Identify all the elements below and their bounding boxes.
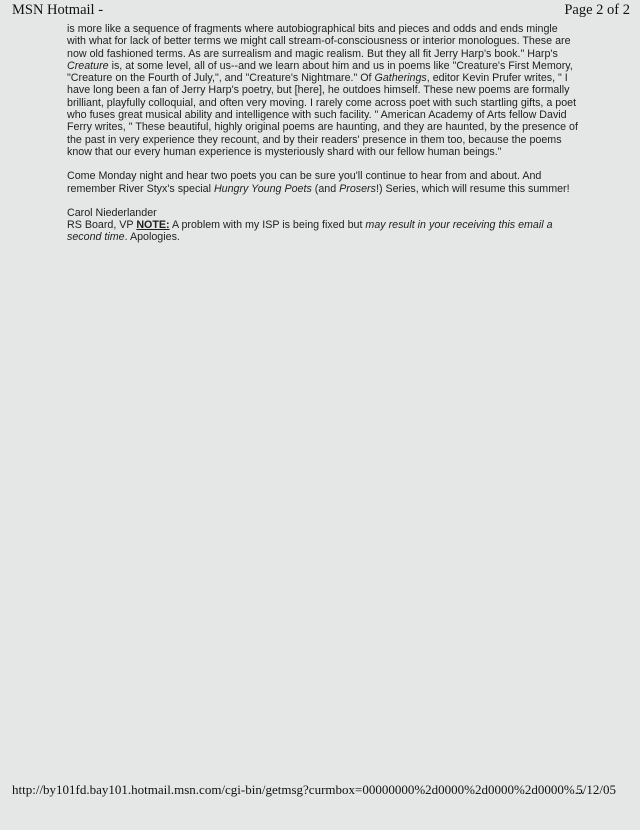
p1-text-c: is, at some level, all of us--and we learn about him and us in poems like "Creature's First Memory, "Creature on the Fourth of July,", and "Creature's Nightmare." Of [67,59,573,85]
footer-url: http://by101fd.bay101.hotmail.msn.com/cgi-bin/getmsg?curmbox=00000000%2d0000%2d0000%2d0000%... [12,782,585,797]
signature-name: Carol Niederlander [67,206,157,219]
header-title: MSN Hotmail - [12,2,104,18]
p2-prosers: Prosers [339,182,376,195]
note-text: A problem with my ISP is being fixed but [169,219,366,232]
body-paragraph-2 [67,170,579,195]
note-end: . Apologies. [124,231,180,244]
note-italic: may result in your receiving this email a second time [67,219,553,244]
p2-text-e: !) Series, which will resume this summer! [375,182,570,195]
email-body [67,23,579,244]
signature-role: RS Board, VP [67,219,134,232]
p1-text-e: , editor Kevin Prufer writes, " I have long been a fan of Jerry Harp's poetry, but [here], he outdoes himself. These new poems are formally brilliant, playfully colloquial, and often very moving. I rarely come across poet with such startling gifts, a poet who fuses great musical ability and intelligence with such facility. " American Academy of Arts fellow David Ferry writes, " These beautiful, highly original poems are haunting, and they are haunted, by the presence of the past in very experience they recount, and by their readers' presence in them too, because the poems know that our every human experience is mysteriously shard with our fellow human beings." [67,72,578,158]
p2-text-a: Come Monday night and hear two poets you can be sure you'll continue to hear from and about. And remember River Styx's special [67,170,542,195]
p2-series-name: Hungry Young Poets [213,182,312,195]
body-paragraph-1 [67,23,579,158]
p1-title-gatherings: Gatherings [374,72,427,85]
footer-date: 5/12/05 [576,782,616,797]
page-header [12,2,630,22]
p2-text-c: (and [311,182,340,195]
signature-role-line [67,219,579,244]
p1-text-a: is more like a sequence of fragments where autobiographical bits and pieces and odds and ends mingle with what for lack of better terms we might call stream-of-consciousness or interior monologues. These are now old fashioned terms. As are surrealism and magic realism. But they all fit Jerry Harp's book." Harp's [67,23,571,60]
page-footer [12,782,616,800]
note-label: NOTE: [136,219,170,232]
p1-title-creature: Creature [67,59,109,72]
page-indicator: Page 2 of 2 [564,2,630,18]
